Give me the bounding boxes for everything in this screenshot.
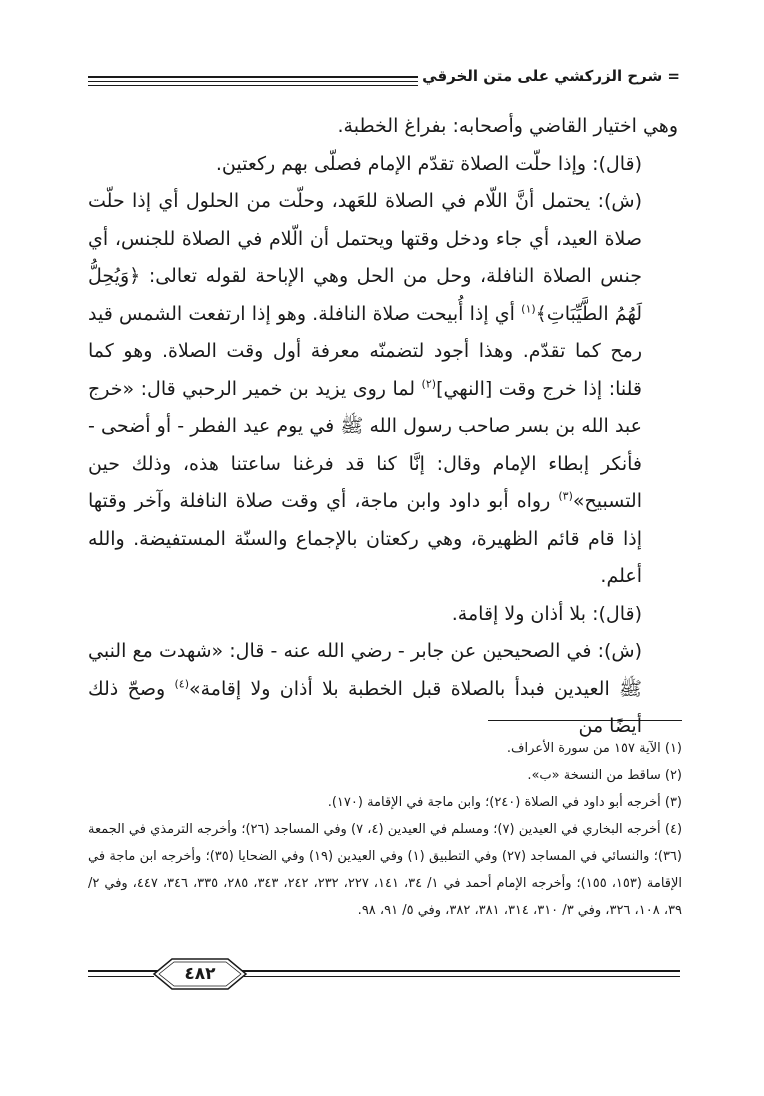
footnote-ref: (١) (521, 302, 536, 316)
footnote: (٤) أخرجه البخاري في العيدين (٧)؛ ومسلم في العيدين (٤، ٧) وفي المساجد (٢٦)؛ وأخرجه الترمذي في الجمعة (٣٦)؛ والنسائي في المساجد (٢٧) وفي التطبيق (١) وفي العيدين (١٩) وفي الضحايا (٣٥)؛ وأخرجه ابن ماجة في الإقامة (١٥٣، ١٥٥)؛ وأخرجه الإمام أحمد في ١/ ٣٤، ١٤١، ٢٢٧، ٢٣٢، ٢٤٢، ٣٤٣، ٢٨٥، ٣٣٥، ٣٤٦، ٤٤٧، وفي ٢/ ٣٩، ١٠٨، ٣٢٦، وفي ٣/ ٣١٠، ٣١٤، ٣٨١، ٣٨٢، وفي ٥/ ٩١، ٩٨. (88, 822, 683, 918)
main-text (88, 108, 678, 746)
paragraph: (قال): بلا أذان ولا إقامة. (451, 602, 642, 625)
header-rule (88, 81, 418, 82)
footnotes (88, 735, 682, 924)
text-run: رواه أبو داود وابن ماجة، أي وقت صلاة النافلة وآخر وقتها إذا قام قائم الظهيرة، وهي ركعتان بالإجماع والسنّة المستفيضة. والله أعلم. (88, 490, 642, 587)
paragraph (88, 633, 678, 746)
page-number: ٤٨٢ (184, 964, 216, 984)
footer-rule (240, 970, 680, 972)
footnote: (٣) أخرجه أبو داود في الصلاة (٢٤٠)؛ وابن ماجة في الإقامة (١٧٠). (327, 795, 682, 810)
paragraph: (قال): وإذا حلّت الصلاة تقدّم الإمام فصلّى بهم ركعتين. (215, 152, 642, 175)
text-run: وصحّ ذلك أيضًا من (88, 677, 642, 737)
footnote-ref: (٣) (558, 489, 573, 503)
paragraph (88, 183, 678, 596)
page-number-badge (152, 957, 248, 991)
footer-rule (88, 976, 154, 977)
running-header (88, 66, 680, 92)
text-run: (ش): في الصحيحين عن جابر - رضي الله عنه - قال: «شهدت مع النبي ﷺ العيدين فبدأ بالصلاة قبل الخطبة بلا أذان ولا إقامة» (88, 640, 642, 700)
header-title: = شرح الزركشي على متن الخرقي (422, 67, 680, 85)
paragraph: وهي اختيار القاضي وأصحابه: بفراغ الخطبة. (337, 115, 678, 137)
text-run: لما روى يزيد بن خمير الرحبي قال: «خرج عبد الله بن بسر صاحب رسول الله ﷺ في يوم عيد الفطر - أو أضحى - فأنكر إبطاء الإمام وقال: إنَّا كنا قد فرغنا ساعتنا هذه، وذلك حين التسبيح» (88, 377, 642, 512)
header-rule (88, 85, 418, 86)
footnote-separator (488, 720, 682, 721)
footnote-ref: (٤) (174, 677, 189, 691)
footnote: (٢) ساقط من النسخة «ب». (527, 768, 682, 783)
header-rule (88, 76, 418, 78)
text-run: (ش): يحتمل أنَّ اللّام في الصلاة للعَهد، وحلّت من الحلول أي إذا حلّت صلاة العيد، أي جاء ودخل وقتها ويحتمل أن الّلام في الصلاة للجنس، أي جنس الصلاة النافلة، وحل من الحل وهي الإباحة لقوله تعالى: ﴿وَيُحِلُّ لَهُمُ الطَّيِّبَاتِ﴾ (88, 190, 642, 325)
footer-rule (88, 970, 158, 972)
footer-rule (244, 976, 680, 977)
text-run: أي إذا أُبيحت صلاة النافلة. وهو إذا ارتفعت الشمس قيد رمح كما تقدّم. وهذا أجود لتضمنّه معرفة أول وقت الصلاة. وهو كما قلنا: إذا خرج وقت [النهي] (88, 302, 642, 400)
footnote-ref: (٢) (421, 377, 437, 391)
footnote: (١) الآية ١٥٧ من سورة الأعراف. (506, 741, 682, 756)
